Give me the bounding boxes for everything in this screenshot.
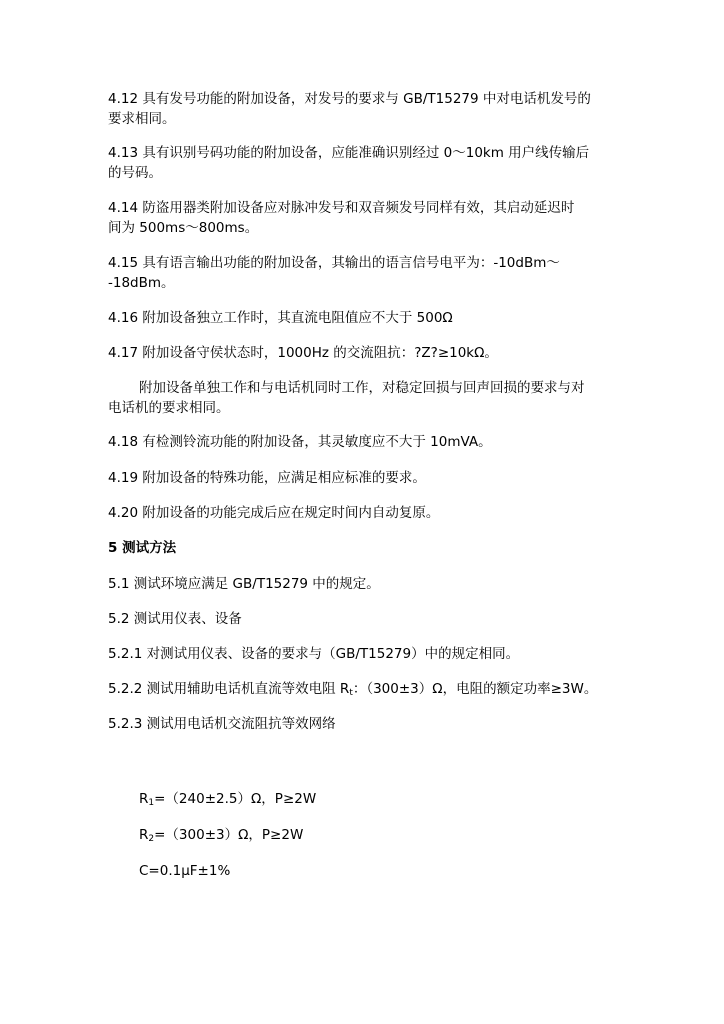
clause-4-18: 4.18 有检测铃流功能的附加设备，其灵敏度应不大于 10mVA。 [108,434,492,450]
clause-4-20: 4.20 附加设备的功能完成后应在规定时间内自动复原。 [108,505,440,521]
clause-5-2-1: 5.2.1 对测试用仪表、设备的要求与（GB/T15279）中的规定相同。 [108,646,520,662]
note-line-1: 附加设备单独工作和与电话机同时工作，对稳定回损与回声回损的要求与对 [139,380,585,396]
clause-4-15-line-2: -18dBm。 [108,275,175,291]
clause-4-16: 4.16 附加设备独立工作时，其直流电阻值应不大于 500Ω [108,310,453,326]
clause-4-13-line-2: 的号码。 [108,165,162,181]
clause-4-14-line-1: 4.14 防盗用器类附加设备应对脉冲发号和双音频发号同样有效，其启动延迟时 [108,200,575,216]
clause-5-2-2-text-b: ：（300±3）Ω，电阻的额定功率≥3W。 [352,681,598,697]
r1-subscript: 1 [148,798,155,808]
r2-subscript: 2 [148,834,155,844]
clause-4-14-line-2: 间为 500ms～800ms。 [108,220,259,236]
r1-value: =（240±2.5）Ω，P≥2W [154,791,317,807]
clause-5-2-2-subscript: t [349,688,353,698]
resistor-r2-spec [139,825,659,849]
section-5-heading: 5 测试方法 [108,540,177,556]
clause-5-2: 5.2 测试用仪表、设备 [108,611,242,627]
clause-4-13-line-1: 4.13 具有识别号码功能的附加设备，应能准确识别经过 0～10km 用户线传输后 [108,145,590,161]
note-line-2: 电话机的要求相同。 [108,400,230,416]
r1-symbol: R [139,791,149,807]
clause-4-19: 4.19 附加设备的特殊功能，应满足相应标准的要求。 [108,470,426,486]
clause-4-12-line-1: 4.12 具有发号功能的附加设备，对发号的要求与 GB/T15279 中对电话机发号的 [108,91,591,107]
r2-symbol: R [139,827,149,843]
resistor-r1-spec [139,789,659,813]
clause-5-2-3: 5.2.3 测试用电话机交流阻抗等效网络 [108,716,336,732]
clause-5-2-2-text-a: 5.2.2 测试用辅助电话机直流等效电阻 R [108,681,350,697]
r2-value: =（300±3）Ω，P≥2W [154,827,304,843]
clause-5-1: 5.1 测试环境应满足 GB/T15279 中的规定。 [108,576,380,592]
capacitor-c-spec: C=0.1μF±1% [139,863,231,879]
clause-4-17: 4.17 附加设备守侯状态时，1000Hz 的交流阻抗：?Z?≥10kΩ。 [108,345,498,361]
clause-4-15-line-1: 4.15 具有语言输出功能的附加设备，其输出的语言信号电平为：-10dBm～ [108,255,560,271]
clause-5-2-2 [108,679,628,703]
clause-4-12-line-2: 要求相同。 [108,111,176,127]
